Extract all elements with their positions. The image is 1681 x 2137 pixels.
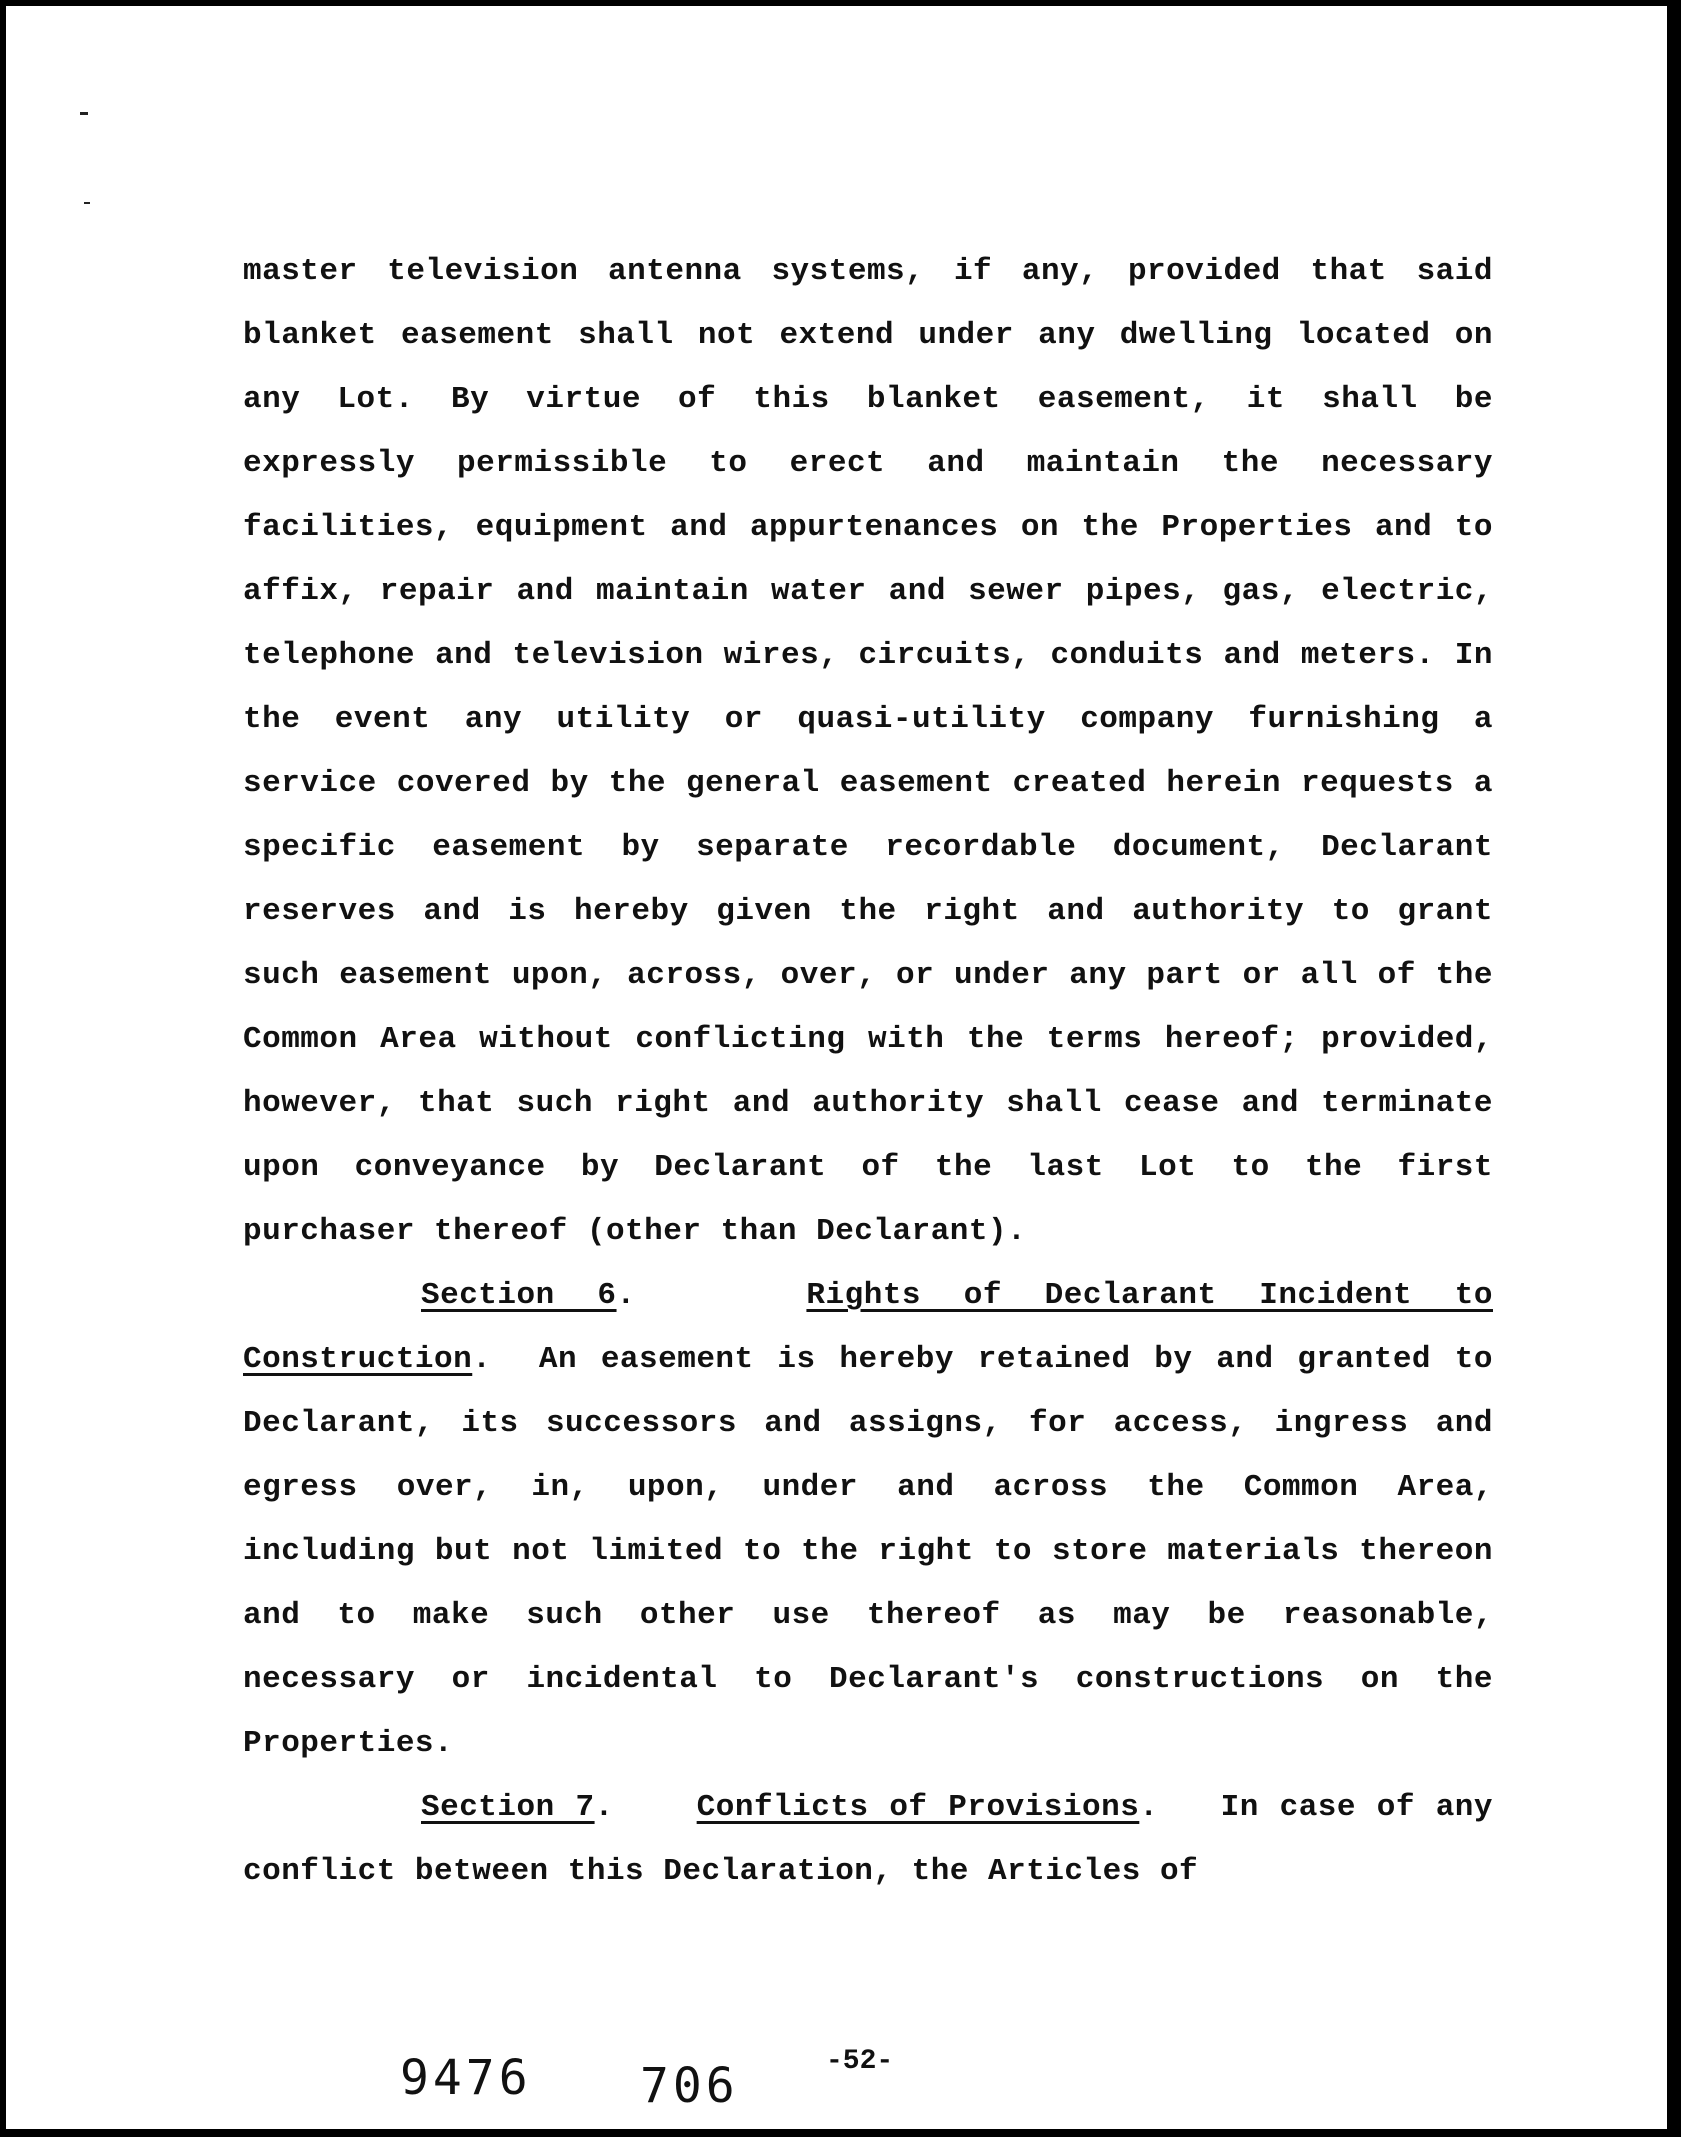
scan-border-right bbox=[1667, 0, 1681, 2137]
paragraph-easement: master television antenna systems, if any, provided that said blanket easement shall not extend under any dwelling located on any Lot. By virtue of this blanket easement, it shall be expressly permissible to erect and maintain the necessary facilities, equipment and appurtenances on the Properties and to affix, repair and maintain water and sewer pipes, gas, electric, telephone and television wires, circuits, conduits and meters. In the event any utility or quasi-utility company furnishing a service covered by the general easement created herein requests a specific easement by separate recordable document, Declarant reserves and is hereby given the right and authority to grant such easement upon, across, over, or under any part or all of the Common Area without conflicting with the terms hereof; provided, however, that such right and authority shall cease and terminate upon conveyance by Declarant of the last Lot to the first purchaser thereof (other than Declarant). bbox=[243, 254, 1493, 1249]
page-reference: 706 bbox=[640, 2058, 739, 2114]
scan-border-top bbox=[0, 0, 1681, 6]
section-7-heading: Conflicts of Provisions bbox=[696, 1790, 1140, 1825]
document-body bbox=[243, 240, 1493, 1904]
scan-border-bottom bbox=[0, 2129, 1681, 2137]
section-7-text: In case of any conflict between this Declaration, the Articles of bbox=[243, 1790, 1493, 1889]
section-6: Section 6. Rights of Declarant Incident to Construction. An easement is hereby retained by and granted to Declarant, its successors and assigns, for access, ingress and egress over, in, upon, under and across the Common Area, including but not limited to the right to store materials thereon and to make such other use thereof as may be reasonable, necessary or incidental to Declarant's constructions on the Properties. bbox=[243, 1278, 1493, 1761]
book-number: 9476 bbox=[400, 2050, 532, 2106]
section-7: Section 7. Conflicts of Provisions. In case of any conflict between this Declaration, the Articles of bbox=[243, 1790, 1493, 1889]
section-6-heading: Rights of Declarant Incident to Construction bbox=[243, 1278, 1493, 1377]
page-number: -52- bbox=[826, 2046, 894, 2077]
scan-border-left bbox=[0, 0, 6, 2137]
scan-speck bbox=[84, 202, 90, 204]
section-6-text: An easement is hereby retained by and granted to Declarant, its successors and assigns, for access, ingress and egress over, in, upon, under and across the Common Area, including but not limited to the right to store materials thereon and to make such other use thereof as may be reasonable, necessary or incidental to Declarant's constructions on the Properties. bbox=[243, 1342, 1493, 1761]
section-7-number: Section 7 bbox=[421, 1790, 595, 1825]
section-6-number: Section 6 bbox=[421, 1278, 617, 1313]
scan-speck bbox=[80, 112, 88, 115]
